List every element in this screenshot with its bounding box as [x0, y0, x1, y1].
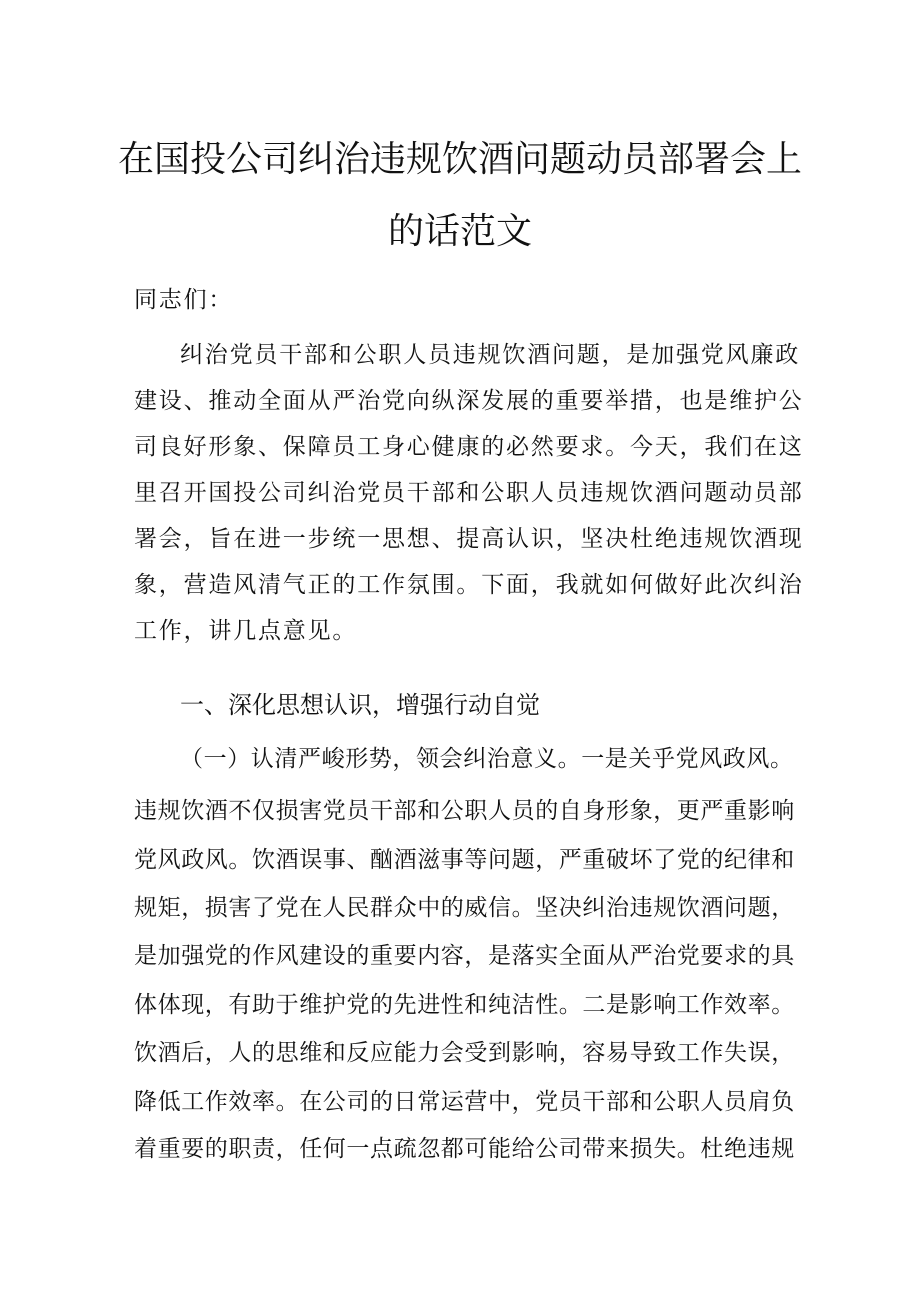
section-line-7: 饮酒后，人的思维和反应能力会受到影响，容易导致工作失误，: [134, 1040, 795, 1066]
intro-line-7: 工作，讲几点意见。: [134, 618, 358, 644]
section-line-2: 违规饮酒不仅损害党员干部和公职人员的自身形象，更严重影响: [134, 798, 795, 824]
section-line-9: 着重要的职责，任何一点疏忽都可能给公司带来损失。杜绝违规: [134, 1136, 795, 1162]
salutation: 同志们：: [134, 287, 234, 313]
intro-line-1: 纠治党员干部和公职人员违规饮酒问题，是加强党风廉政: [180, 342, 800, 368]
section-line-5: 是加强党的作风建设的重要内容，是落实全面从严治党要求的具: [134, 943, 795, 969]
intro-line-4: 里召开国投公司纠治党员干部和公职人员违规饮酒问题动员部: [134, 480, 804, 506]
intro-line-3: 司良好形象、保障员工身心健康的必然要求。今天，我们在这: [134, 434, 804, 460]
intro-line-5: 署会，旨在进一步统一思想、提高认识，坚决杜绝违规饮酒现: [134, 526, 804, 552]
section-line-3: 党风政风。饮酒误事、酗酒滋事等问题，严重破坏了党的纪律和: [134, 847, 795, 873]
document-title-line-1: 在国投公司纠治违规饮酒问题动员部署会上: [117, 139, 802, 180]
section-line-6: 体体现，有助于维护党的先进性和纯洁性。二是影响工作效率。: [134, 992, 795, 1018]
section-line-4: 规矩，损害了党在人民群众中的威信。坚决纠治违规饮酒问题，: [134, 895, 795, 921]
document-title-line-2: 的话范文: [387, 211, 532, 252]
section-line-8: 降低工作效率。在公司的日常运营中，党员干部和公职人员肩负: [134, 1089, 795, 1115]
section-heading-1: 一、深化思想认识，增强行动自觉: [180, 691, 540, 719]
intro-line-2: 建设、推动全面从严治党向纵深发展的重要举措，也是维护公: [134, 388, 804, 414]
intro-line-6: 象，营造风清气正的工作氛围。下面，我就如何做好此次纠治: [134, 572, 804, 598]
section-line-1: （一）认清严峻形势，领会纠治意义。一是关乎党风政风。: [180, 746, 794, 772]
